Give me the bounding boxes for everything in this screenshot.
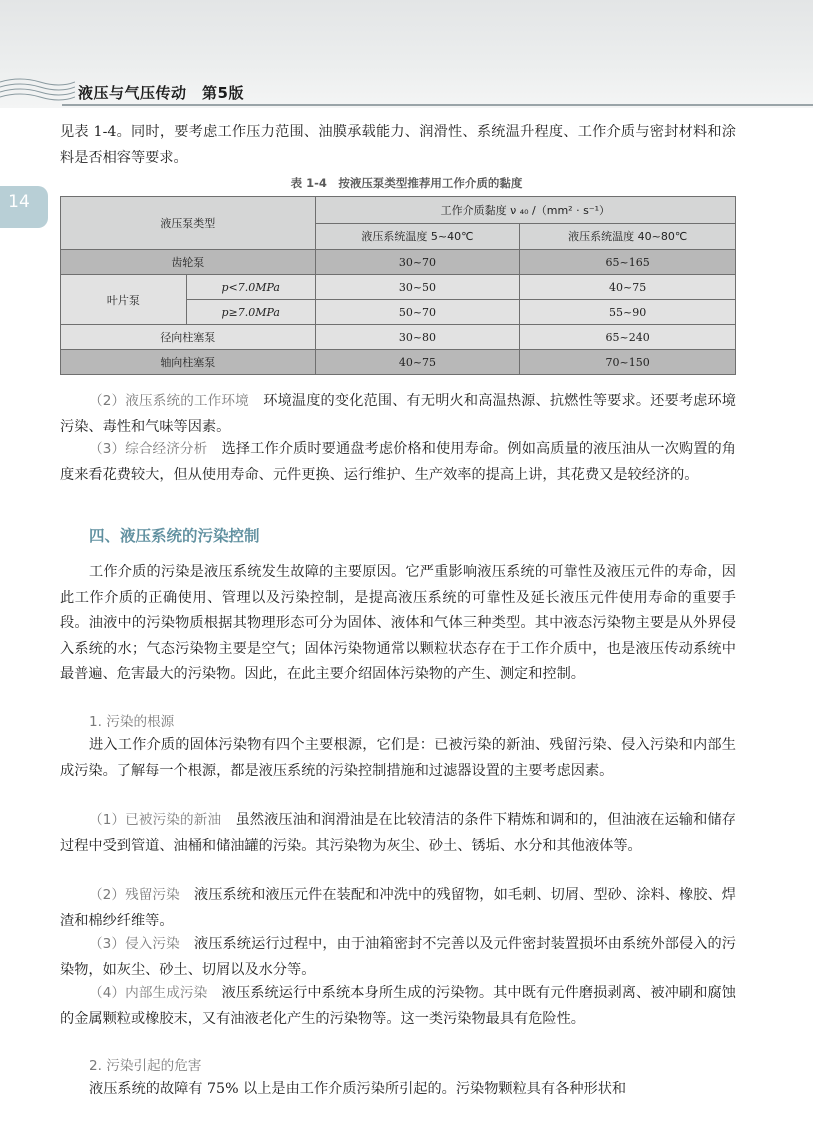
header-viscosity: 工作介质黏度 ν ₄₀ /（mm² · s⁻¹） <box>315 197 735 224</box>
table-row <box>61 350 736 375</box>
environment-text: 环境温度的变化范围、有无明火和高温热源、抗燃性等要求。还要考虑环境污染、毒性和气味等因素。 <box>60 393 736 435</box>
table-header-row <box>61 197 736 224</box>
source-lead: （1）已被污染的新油 <box>89 812 222 828</box>
viscosity-high: 40~75 <box>520 275 736 300</box>
source-text: 液压系统和液压元件在装配和冲洗中的残留物，如毛刺、切屑、型砂、涂料、橡胶、焊渣和棉纱纤维等。 <box>60 887 736 929</box>
header-pump-type: 液压泵类型 <box>61 197 316 250</box>
source-paragraph <box>60 883 736 934</box>
viscosity-low: 30~80 <box>315 325 520 350</box>
source-paragraph <box>60 932 736 983</box>
source-text: 液压系统运行中系统本身所生成的污染物。其中既有元件磨损剥离、被冲刷和腐蚀的金属颗粒或橡胶末，又有油液老化产生的污染物等。这一类污染物最具有危险性。 <box>60 985 736 1027</box>
viscosity-table <box>60 196 736 375</box>
source-lead: （2）残留污染 <box>89 887 180 903</box>
source-lead: （3）侵入污染 <box>89 936 180 952</box>
pump-condition: p<7.0MPa <box>186 275 315 300</box>
viscosity-high: 65~165 <box>520 250 736 275</box>
subheading-sources: 1. 污染的根源 <box>89 714 175 730</box>
viscosity-low: 40~75 <box>315 350 520 375</box>
environment-paragraph <box>60 389 736 440</box>
table-row <box>61 325 736 350</box>
economy-text: 选择工作介质时要通盘考虑价格和使用寿命。例如高质量的液压油从一次购置的角度来看花费较大，但从使用寿命、元件更换、运行维护、生产效率的提高上讲，其花费又是较经济的。 <box>60 441 736 483</box>
pump-name: 轴向柱塞泵 <box>61 350 316 375</box>
source-paragraph <box>60 981 736 1032</box>
body-paragraph: 工作介质的污染是液压系统发生故障的主要原因。它严重影响液压系统的可靠性及液压元件的寿命，因此工作介质的正确使用、管理以及污染控制，是提高液压系统的可靠性及延长液压元件使用寿命的重要手段。油液中的污染物质根据其物理形态可分为固体、液体和气体三种类型。其中液态污染物主要是从外界侵入系统的水；气态污染物主要是空气；固体污染物通常以颗粒状态存在于工作介质中，也是液压传动系统中最普遍、危害最大的污染物。因此，在此主要介绍固体污染物的产生、测定和控制。 <box>60 564 736 682</box>
pump-name: 径向柱塞泵 <box>61 325 316 350</box>
body-paragraph: 进入工作介质的固体污染物有四个主要根源，它们是：已被污染的新油、残留污染、侵入污染和内部生成污染。了解每一个根源，都是液压系统的污染控制措施和过滤器设置的主要考虑因素。 <box>60 737 736 779</box>
source-text: 液压系统运行过程中，由于油箱密封不完善以及元件密封装置损坏由系统外部侵入的污染物，如灰尘、砂土、切屑以及水分等。 <box>60 936 736 978</box>
viscosity-high: 65~240 <box>520 325 736 350</box>
pump-name: 齿轮泵 <box>61 250 316 275</box>
viscosity-high: 55~90 <box>520 300 736 325</box>
economy-lead: （3）综合经济分析 <box>89 441 208 457</box>
pump-condition: p≥7.0MPa <box>186 300 315 325</box>
table-row <box>61 275 736 300</box>
pump-group: 叶片泵 <box>61 275 187 325</box>
header-temp-high: 液压系统温度 40~80℃ <box>520 223 736 250</box>
viscosity-low: 30~70 <box>315 250 520 275</box>
page-number: 14 <box>8 192 30 212</box>
header-rule <box>62 104 813 106</box>
intro-paragraph: 见表 1-4。同时，要考虑工作压力范围、油膜承载能力、润滑性、系统温升程度、工作介质与密封材料和涂料是否相容等要求。 <box>60 124 736 166</box>
table-caption: 表 1-4 按液压泵类型推荐用工作介质的黏度 <box>290 176 523 190</box>
subheading-hazards: 2. 污染引起的危害 <box>89 1058 202 1074</box>
economy-paragraph <box>60 437 736 488</box>
body-paragraph: 液压系统的故障有 75% 以上是由工作介质污染所引起的。污染物颗粒具有各种形状和 <box>89 1081 627 1097</box>
viscosity-low: 30~50 <box>315 275 520 300</box>
wave-decoration-icon <box>0 76 75 106</box>
environment-lead: （2）液压系统的工作环境 <box>89 393 249 409</box>
table-row <box>61 250 736 275</box>
section-heading: 四、液压系统的污染控制 <box>89 527 260 545</box>
source-text: 虽然液压油和润滑油是在比较清洁的条件下精炼和调和的，但油液在运输和储存过程中受到管道、油桶和储油罐的污染。其污染物为灰尘、砂土、锈垢、水分和其他液体等。 <box>60 812 736 854</box>
header-temp-low: 液压系统温度 5~40℃ <box>315 223 520 250</box>
viscosity-low: 50~70 <box>315 300 520 325</box>
source-paragraph <box>60 808 736 859</box>
viscosity-high: 70~150 <box>520 350 736 375</box>
running-title: 液压与气压传动 第5版 <box>78 84 244 102</box>
source-lead: （4）内部生成污染 <box>89 985 208 1001</box>
